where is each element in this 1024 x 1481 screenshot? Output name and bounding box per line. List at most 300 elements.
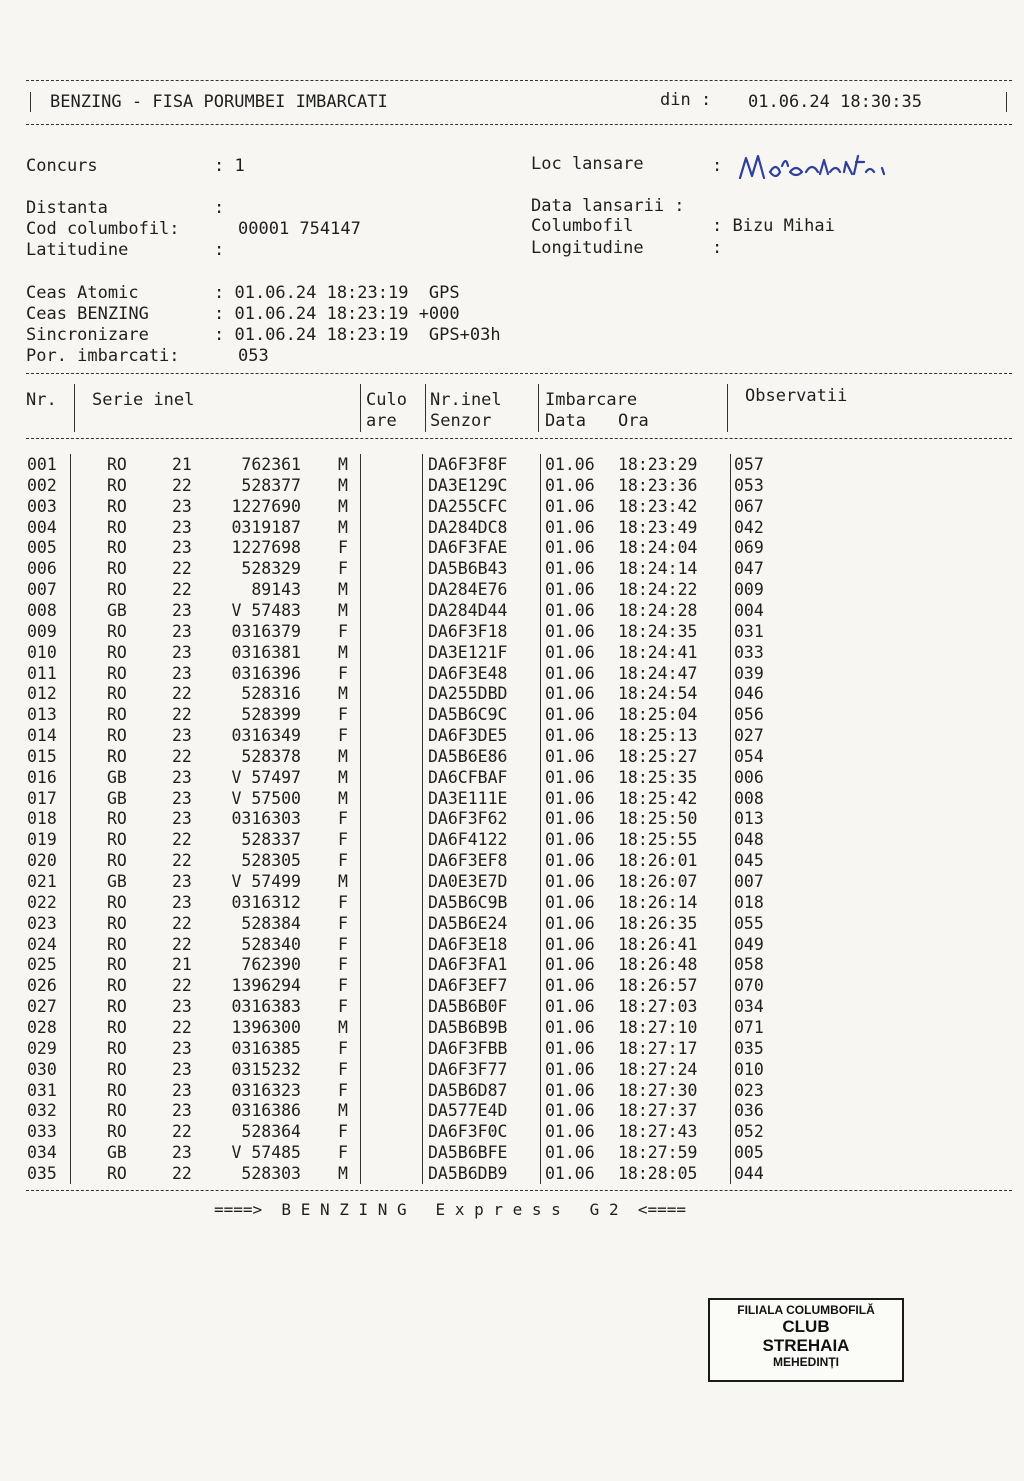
cell-country: RO — [107, 1080, 127, 1100]
cell-sex: M — [338, 475, 348, 495]
cell-nr: 009 — [27, 621, 57, 641]
col-nrinel-header-2: Senzor — [430, 411, 492, 431]
cell-country: RO — [107, 1059, 127, 1079]
cell-country: RO — [107, 892, 127, 912]
cell-time: 18:25:55 — [618, 830, 698, 850]
cell-date: 01.06 — [545, 705, 595, 725]
table-row — [0, 476, 1024, 497]
cell-sensor: DA5B6C9C — [428, 705, 508, 725]
cell-nr: 033 — [27, 1122, 57, 1142]
distanta-label: Distanta — [26, 198, 108, 218]
stamp-line-2: CLUB — [782, 1317, 830, 1336]
cell-year: 23 — [172, 496, 192, 516]
cell-year: 23 — [172, 1143, 192, 1163]
cell-obs: 033 — [734, 642, 764, 662]
cell-nr: 005 — [27, 538, 57, 558]
table-row — [0, 518, 1024, 539]
cell-obs: 052 — [734, 1122, 764, 1142]
cell-ring: 528329 — [241, 559, 301, 579]
cell-date: 01.06 — [545, 1143, 595, 1163]
cell-country: RO — [107, 517, 127, 537]
sincronizare-label: Sincronizare — [26, 325, 149, 345]
cell-country: RO — [107, 726, 127, 746]
cell-year: 23 — [172, 642, 192, 662]
cell-ring: 528377 — [241, 475, 301, 495]
distanta-value: : — [214, 198, 225, 218]
cell-nr: 026 — [27, 976, 57, 996]
cell-nr: 024 — [27, 934, 57, 954]
cell-year: 23 — [172, 788, 192, 808]
cell-year: 23 — [172, 621, 192, 641]
cell-obs: 008 — [734, 788, 764, 808]
cell-sensor: DA6F3EF7 — [428, 976, 508, 996]
concurs-value: : 1 — [214, 156, 245, 176]
cell-date: 01.06 — [545, 684, 595, 704]
cell-sensor: DA5B6B9B — [428, 1017, 508, 1037]
porumbei-imbarcati-value: 053 — [238, 346, 269, 366]
table-row — [0, 705, 1024, 726]
cell-date: 01.06 — [545, 746, 595, 766]
cell-ring: V 57483 — [231, 600, 301, 620]
table-top-rule — [26, 373, 1012, 374]
cell-sensor: DA6F3F8F — [428, 455, 508, 474]
cell-country: RO — [107, 830, 127, 850]
cell-obs: 013 — [734, 809, 764, 829]
header-top-rule — [26, 80, 1012, 81]
cell-year: 21 — [172, 955, 192, 975]
cell-time: 18:27:37 — [618, 1101, 698, 1121]
cell-obs: 058 — [734, 955, 764, 975]
concurs-label: Concurs — [26, 156, 98, 176]
cell-obs: 005 — [734, 1143, 764, 1163]
cell-sex: F — [338, 913, 348, 933]
cell-sex: M — [338, 788, 348, 808]
cell-obs: 071 — [734, 1017, 764, 1037]
table-row — [0, 976, 1024, 997]
table-row — [0, 643, 1024, 664]
cell-sensor: DA5B6BFE — [428, 1143, 508, 1163]
cell-nr: 016 — [27, 767, 57, 787]
cell-sensor: DA6F3DE5 — [428, 726, 508, 746]
cell-obs: 031 — [734, 621, 764, 641]
table-row — [0, 455, 1024, 476]
cell-year: 23 — [172, 1080, 192, 1100]
col-culoare-header-2: are — [366, 411, 397, 431]
cell-sex: F — [338, 1143, 348, 1163]
cell-date: 01.06 — [545, 872, 595, 891]
cell-year: 23 — [172, 726, 192, 746]
cell-obs: 044 — [734, 1163, 764, 1183]
cell-year: 21 — [172, 455, 192, 474]
ceas-benzing-value: : 01.06.24 18:23:19 +000 — [214, 304, 460, 324]
cell-time: 18:24:14 — [618, 559, 698, 579]
cell-obs: 004 — [734, 600, 764, 620]
cell-country: RO — [107, 913, 127, 933]
cell-time: 18:26:48 — [618, 955, 698, 975]
cell-ring: 0316379 — [231, 621, 301, 641]
cell-nr: 034 — [27, 1143, 57, 1163]
cell-ring: 0316323 — [231, 1080, 301, 1100]
cell-time: 18:27:30 — [618, 1080, 698, 1100]
cell-year: 23 — [172, 809, 192, 829]
col-nr-header: Nr. — [26, 390, 57, 410]
columbofil-label: Columbofil — [531, 216, 634, 236]
handwritten-loc-lansare — [736, 150, 916, 190]
cell-ring: 1396300 — [231, 1017, 301, 1037]
stamp-line-3: STREHAIA — [762, 1336, 850, 1355]
columbofil-value: : Bizu Mihai — [712, 216, 835, 236]
cell-ring: 528305 — [241, 851, 301, 871]
cell-date: 01.06 — [545, 1101, 595, 1121]
cell-nr: 007 — [27, 580, 57, 600]
cell-date: 01.06 — [545, 517, 595, 537]
cell-year: 22 — [172, 976, 192, 996]
cell-sensor: DA6F3F77 — [428, 1059, 508, 1079]
cod-columbofil-value: 00001 754147 — [238, 219, 361, 239]
cell-sensor: DA284D44 — [428, 600, 508, 620]
cell-ring: 762390 — [241, 955, 301, 975]
cell-ring: 1227690 — [231, 496, 301, 516]
cell-country: RO — [107, 538, 127, 558]
cell-date: 01.06 — [545, 830, 595, 850]
cell-ring: 528316 — [241, 684, 301, 704]
cell-sex: F — [338, 1080, 348, 1100]
cell-ring: V 57499 — [231, 872, 301, 891]
cell-country: RO — [107, 684, 127, 704]
cell-obs: 048 — [734, 830, 764, 850]
cell-time: 18:24:04 — [618, 538, 698, 558]
table-row — [0, 1122, 1024, 1143]
cell-year: 22 — [172, 580, 192, 600]
cell-ring: 0315232 — [231, 1059, 301, 1079]
cell-ring: 0316381 — [231, 642, 301, 662]
cell-sex: F — [338, 705, 348, 725]
cell-time: 18:25:04 — [618, 705, 698, 725]
header-bottom-rule — [26, 124, 1012, 125]
col-data-header: Data — [545, 411, 586, 431]
cell-nr: 008 — [27, 600, 57, 620]
table-row — [0, 1060, 1024, 1081]
cell-date: 01.06 — [545, 997, 595, 1017]
cell-time: 18:26:14 — [618, 892, 698, 912]
cell-time: 18:26:01 — [618, 851, 698, 871]
cell-nr: 022 — [27, 892, 57, 912]
cell-year: 22 — [172, 1163, 192, 1183]
cell-obs: 054 — [734, 746, 764, 766]
cell-sex: F — [338, 559, 348, 579]
data-lansarii-label: Data lansarii : — [531, 196, 685, 216]
cell-year: 23 — [172, 663, 192, 683]
cell-country: RO — [107, 663, 127, 683]
cell-date: 01.06 — [545, 1017, 595, 1037]
cell-sex: F — [338, 1059, 348, 1079]
cell-year: 23 — [172, 892, 192, 912]
cell-time: 18:25:13 — [618, 726, 698, 746]
cell-date: 01.06 — [545, 559, 595, 579]
cell-date: 01.06 — [545, 1122, 595, 1142]
cell-ring: 0316303 — [231, 809, 301, 829]
cell-ring: 528303 — [241, 1163, 301, 1183]
cell-obs: 057 — [734, 455, 764, 474]
cell-sensor: DA6F3FBB — [428, 1038, 508, 1058]
table-row — [0, 580, 1024, 601]
cell-ring: 0316396 — [231, 663, 301, 683]
cell-obs: 053 — [734, 475, 764, 495]
cell-sensor: DA6F3EF8 — [428, 851, 508, 871]
cell-nr: 023 — [27, 913, 57, 933]
cell-country: GB — [107, 767, 127, 787]
cell-date: 01.06 — [545, 1038, 595, 1058]
cell-sex: F — [338, 1122, 348, 1142]
cell-date: 01.06 — [545, 642, 595, 662]
cell-nr: 012 — [27, 684, 57, 704]
cell-ring: V 57485 — [231, 1143, 301, 1163]
cell-year: 22 — [172, 851, 192, 871]
cell-sensor: DA6F3E48 — [428, 663, 508, 683]
table-row — [0, 872, 1024, 893]
cell-nr: 013 — [27, 705, 57, 725]
table-row — [0, 538, 1024, 559]
cell-sex: F — [338, 892, 348, 912]
cell-country: GB — [107, 600, 127, 620]
cell-ring: 528340 — [241, 934, 301, 954]
cell-nr: 031 — [27, 1080, 57, 1100]
cell-year: 22 — [172, 934, 192, 954]
cell-nr: 003 — [27, 496, 57, 516]
cell-sex: M — [338, 746, 348, 766]
cell-date: 01.06 — [545, 976, 595, 996]
cell-sensor: DA577E4D — [428, 1101, 508, 1121]
cell-ring: 0316383 — [231, 997, 301, 1017]
cell-time: 18:27:24 — [618, 1059, 698, 1079]
cell-time: 18:25:27 — [618, 746, 698, 766]
cell-country: GB — [107, 788, 127, 808]
cell-year: 22 — [172, 913, 192, 933]
cell-ring: V 57500 — [231, 788, 301, 808]
cell-year: 23 — [172, 997, 192, 1017]
cell-date: 01.06 — [545, 580, 595, 600]
table-row — [0, 935, 1024, 956]
cell-sex: F — [338, 1038, 348, 1058]
footer-banner: ====> B E N Z I N G E x p r e s s G 2 <==== — [214, 1200, 687, 1219]
cell-sex: M — [338, 642, 348, 662]
ceas-benzing-label: Ceas BENZING — [26, 304, 149, 324]
cell-ring: 528384 — [241, 913, 301, 933]
cell-date: 01.06 — [545, 809, 595, 829]
cell-year: 23 — [172, 538, 192, 558]
cell-ring: 528399 — [241, 705, 301, 725]
cell-country: RO — [107, 997, 127, 1017]
cell-time: 18:27:10 — [618, 1017, 698, 1037]
cell-nr: 010 — [27, 642, 57, 662]
cell-time: 18:25:42 — [618, 788, 698, 808]
cell-nr: 002 — [27, 475, 57, 495]
cell-obs: 009 — [734, 580, 764, 600]
cell-sensor: DA3E111E — [428, 788, 508, 808]
cell-sex: F — [338, 976, 348, 996]
col-divider — [74, 384, 75, 432]
cell-time: 18:27:59 — [618, 1143, 698, 1163]
table-row — [0, 830, 1024, 851]
cell-sensor: DA6F3FA1 — [428, 955, 508, 975]
table-row — [0, 601, 1024, 622]
cell-time: 18:23:29 — [618, 455, 698, 474]
col-imbarcare-header: Imbarcare — [545, 390, 638, 410]
cell-sensor: DA284DC8 — [428, 517, 508, 537]
cell-sensor: DA255DBD — [428, 684, 508, 704]
cell-country: RO — [107, 705, 127, 725]
cell-sex: M — [338, 1101, 348, 1121]
cell-year: 23 — [172, 1038, 192, 1058]
cell-time: 18:28:05 — [618, 1163, 698, 1183]
cell-time: 18:24:54 — [618, 684, 698, 704]
cell-date: 01.06 — [545, 621, 595, 641]
cell-date: 01.06 — [545, 788, 595, 808]
table-row — [0, 684, 1024, 705]
document-title: BENZING - FISA PORUMBEI IMBARCATI — [50, 92, 388, 112]
cell-sex: M — [338, 517, 348, 537]
cell-sensor: DA5B6D87 — [428, 1080, 508, 1100]
cell-time: 18:25:50 — [618, 809, 698, 829]
cell-country: RO — [107, 851, 127, 871]
cell-sex: F — [338, 726, 348, 746]
cell-sex: F — [338, 830, 348, 850]
cell-ring: 0316385 — [231, 1038, 301, 1058]
cell-ring: V 57497 — [231, 767, 301, 787]
cell-date: 01.06 — [545, 496, 595, 516]
cell-nr: 006 — [27, 559, 57, 579]
cell-date: 01.06 — [545, 892, 595, 912]
cell-obs: 039 — [734, 663, 764, 683]
longitudine-label: Longitudine — [531, 238, 644, 258]
table-header-rule — [26, 438, 1012, 439]
table-row — [0, 1039, 1024, 1060]
cell-time: 18:24:28 — [618, 600, 698, 620]
cell-date: 01.06 — [545, 1163, 595, 1183]
cell-sensor: DA5B6E24 — [428, 913, 508, 933]
cell-nr: 001 — [27, 455, 57, 474]
cell-nr: 004 — [27, 517, 57, 537]
cell-sex: F — [338, 997, 348, 1017]
cell-nr: 035 — [27, 1163, 57, 1183]
cell-sex: M — [338, 1163, 348, 1183]
cell-country: RO — [107, 455, 127, 474]
cell-ring: 0316386 — [231, 1101, 301, 1121]
cell-date: 01.06 — [545, 955, 595, 975]
table-row — [0, 726, 1024, 747]
cell-country: RO — [107, 559, 127, 579]
cell-ring: 1227698 — [231, 538, 301, 558]
cell-obs: 046 — [734, 684, 764, 704]
cell-year: 22 — [172, 559, 192, 579]
sincronizare-value: : 01.06.24 18:23:19 GPS+03h — [214, 325, 501, 345]
header-right-border — [1006, 92, 1007, 112]
cell-year: 22 — [172, 1017, 192, 1037]
cell-sensor: DA5B6DB9 — [428, 1163, 508, 1183]
cell-country: RO — [107, 976, 127, 996]
cell-obs: 034 — [734, 997, 764, 1017]
cell-ring: 528337 — [241, 830, 301, 850]
cell-obs: 027 — [734, 726, 764, 746]
col-divider — [425, 384, 426, 432]
cell-sex: F — [338, 934, 348, 954]
cell-ring: 0316349 — [231, 726, 301, 746]
cell-sensor: DA5B6B43 — [428, 559, 508, 579]
cell-ring: 762361 — [241, 455, 301, 474]
stamp-line-4: MEHEDINȚI — [773, 1355, 839, 1369]
table-row — [0, 789, 1024, 810]
table-row — [0, 559, 1024, 580]
cell-date: 01.06 — [545, 663, 595, 683]
table-row — [0, 664, 1024, 685]
cell-nr: 028 — [27, 1017, 57, 1037]
cell-obs: 069 — [734, 538, 764, 558]
cell-sex: M — [338, 496, 348, 516]
cell-sensor: DA5B6E86 — [428, 746, 508, 766]
col-divider — [538, 384, 539, 432]
table-row — [0, 809, 1024, 830]
cell-country: RO — [107, 809, 127, 829]
cell-nr: 020 — [27, 851, 57, 871]
cell-obs: 010 — [734, 1059, 764, 1079]
cell-obs: 007 — [734, 872, 764, 891]
cell-ring: 528364 — [241, 1122, 301, 1142]
table-row — [0, 893, 1024, 914]
table-row — [0, 1164, 1024, 1185]
cell-sensor: DA5B6B0F — [428, 997, 508, 1017]
col-nrinel-header-1: Nr.inel — [430, 390, 502, 410]
cell-date: 01.06 — [545, 475, 595, 495]
cell-sex: M — [338, 684, 348, 704]
header-left-border — [30, 92, 31, 112]
cell-nr: 021 — [27, 872, 57, 891]
cell-sex: M — [338, 580, 348, 600]
cell-nr: 030 — [27, 1059, 57, 1079]
cell-country: RO — [107, 746, 127, 766]
table-row — [0, 1143, 1024, 1164]
cell-country: RO — [107, 1122, 127, 1142]
cell-year: 23 — [172, 1101, 192, 1121]
club-stamp — [708, 1298, 904, 1382]
cell-sensor: DA6F3F0C — [428, 1122, 508, 1142]
table-row — [0, 851, 1024, 872]
cell-sensor: DA6F3FAE — [428, 538, 508, 558]
table-row — [0, 1081, 1024, 1102]
cell-date: 01.06 — [545, 767, 595, 787]
cell-time: 18:26:35 — [618, 913, 698, 933]
loc-lansare-label: Loc lansare — [531, 154, 644, 174]
cell-time: 18:24:22 — [618, 580, 698, 600]
cell-time: 18:24:35 — [618, 621, 698, 641]
cell-year: 22 — [172, 684, 192, 704]
cell-time: 18:27:17 — [618, 1038, 698, 1058]
latitudine-label: Latitudine — [26, 240, 129, 260]
cell-nr: 014 — [27, 726, 57, 746]
cell-time: 18:26:07 — [618, 872, 698, 891]
cell-sensor: DA6CFBAF — [428, 767, 508, 787]
table-row — [0, 1018, 1024, 1039]
cell-nr: 032 — [27, 1101, 57, 1121]
cell-obs: 036 — [734, 1101, 764, 1121]
latitudine-value: : — [214, 240, 225, 260]
cell-sensor: DA3E121F — [428, 642, 508, 662]
cell-nr: 015 — [27, 746, 57, 766]
cell-nr: 011 — [27, 663, 57, 683]
cell-year: 22 — [172, 475, 192, 495]
ceas-atomic-label: Ceas Atomic — [26, 283, 139, 303]
cell-nr: 025 — [27, 955, 57, 975]
cell-year: 22 — [172, 1122, 192, 1142]
